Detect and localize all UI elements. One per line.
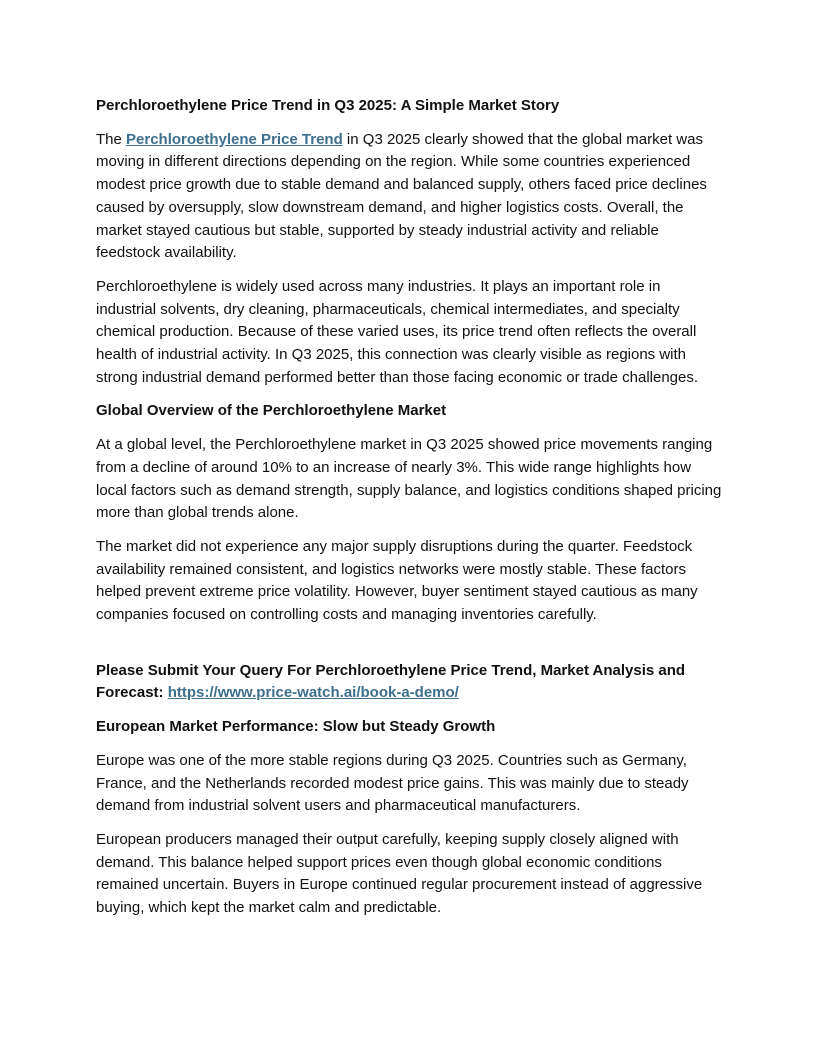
- global-overview-heading: Global Overview of the Perchloroethylene Market: [96, 402, 447, 420]
- intro-rest: in Q3 2025 clearly showed that the global market was moving in different directions depending on the region. While some countries experienced modest price growth due to stable demand and balanced supply, others faced price declines caused by oversupply, slow downstream demand, and higher logistics costs. Overall, the market stayed cautious but stable, supported by steady industrial activity and reliable feedstock availability.: [96, 130, 707, 262]
- spacer: [96, 638, 724, 660]
- document-page: [96, 95, 724, 931]
- intro-prefix: The: [96, 130, 127, 148]
- europe-heading: European Market Performance: Slow but Steady Growth: [96, 718, 496, 736]
- intro-paragraph: [96, 129, 724, 265]
- price-trend-link[interactable]: Perchloroethylene Price Trend: [126, 130, 343, 148]
- global-range-paragraph: At a global level, the Perchloroethylene market in Q3 2025 showed price movements ranging from a decline of around 10% to an increase of nearly 3%. This wide range highlights how local factors such as demand strength, supply balance, and logistics conditions shaped pricing more than global trends alone.: [96, 436, 722, 522]
- europe-paragraph-1: Europe was one of the more stable regions during Q3 2025. Countries such as Germany, France, and the Netherlands recorded modest price gains. This was mainly due to steady demand from industrial solvent users and pharmaceutical manufacturers.: [96, 751, 689, 815]
- book-demo-link[interactable]: https://www.price-watch.ai/book-a-demo/: [167, 684, 459, 702]
- document-title: Perchloroethylene Price Trend in Q3 2025: A Simple Market Story: [96, 97, 560, 114]
- uses-paragraph: Perchloroethylene is widely used across many industries. It plays an important role in industrial solvents, dry cleaning, pharmaceuticals, chemical intermediates, and specialty chemical production. Because of these varied uses, its price trend often reflects the overall health of industrial activity. In Q3 2025, this connection was clearly visible as regions with strong industrial demand performed better than those facing economic or trade challenges.: [96, 277, 699, 386]
- query-paragraph: [96, 660, 724, 705]
- query-text: Please Submit Your Query For Perchloroethylene Price Trend, Market Analysis and Forecast:: [96, 661, 686, 702]
- europe-paragraph-2: European producers managed their output carefully, keeping supply closely aligned with demand. This balance helped support prices even though global economic conditions remained uncertain. Buyers in Europe continued regular procurement instead of aggressive buying, which kept the market calm and predictable.: [96, 830, 703, 917]
- supply-paragraph: The market did not experience any major supply disruptions during the quarter. Feedstock availability remained consistent, and logistics networks were mostly stable. These factors helped prevent extreme price volatility. However, buyer sentiment stayed cautious as many companies focused on controlling costs and managing inventories carefully.: [96, 537, 698, 624]
